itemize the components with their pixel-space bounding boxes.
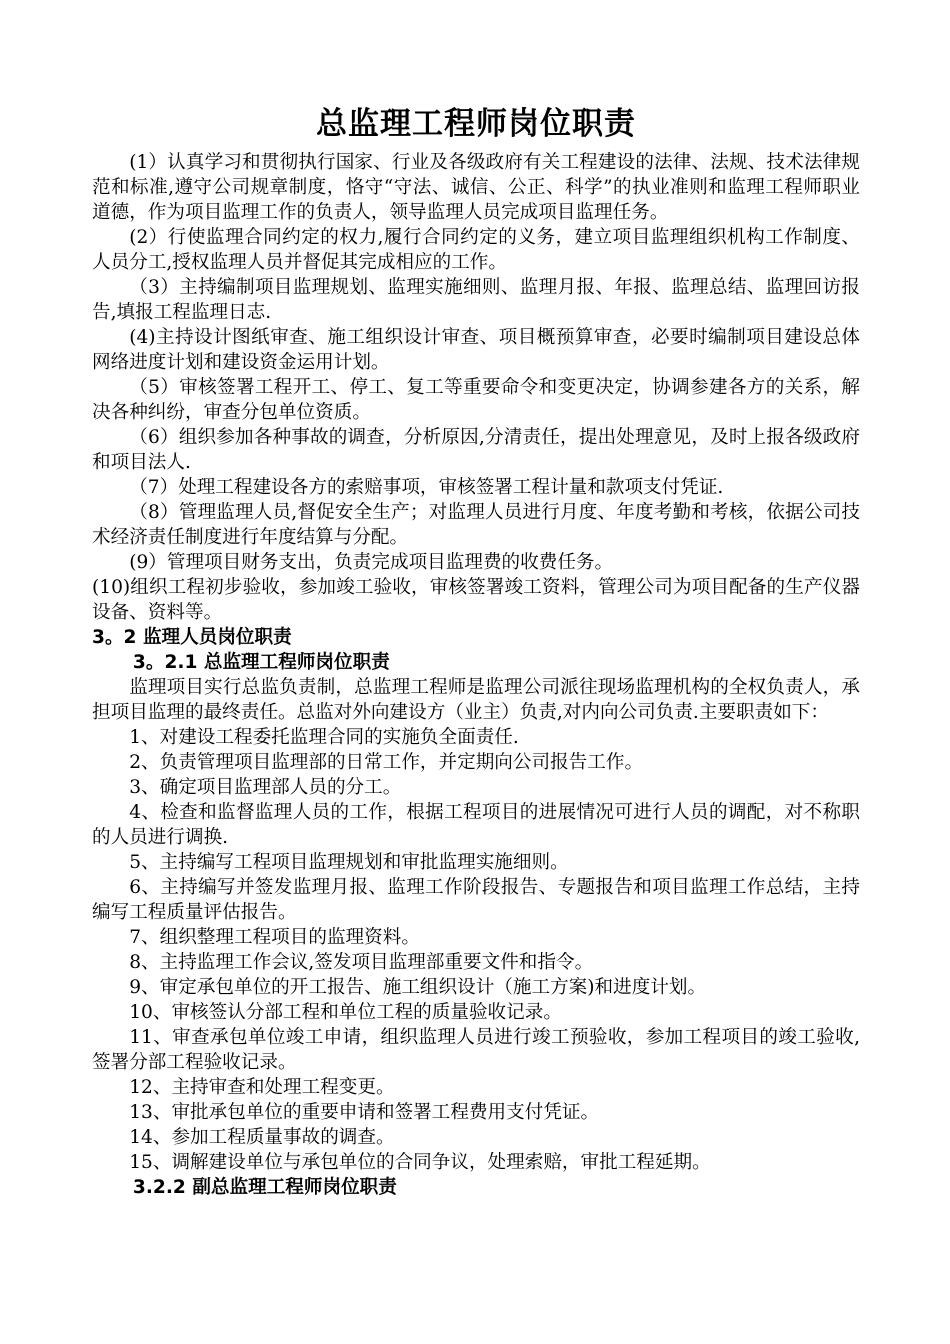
list-item: 1、对建设工程委托监理合同的实施负全面责任. [129, 727, 519, 748]
document-page [92, 102, 860, 1200]
list-item: 3、确定项目监理部人员的分工。 [129, 777, 402, 798]
duty-paragraph-7: （7）处理工程建设各方的索赔事项，审核签署工程计量和款项支付凭证. [129, 477, 724, 498]
list-item: 14、参加工程质量事故的调查。 [129, 1127, 395, 1148]
duty-paragraph-6: （6）组织参加各种事故的调查，分析原因,分清责任，提出处理意见，及时上报各级政府和项目法人. [92, 427, 860, 473]
list-item: 7、组织整理工程项目的监理资料。 [129, 927, 420, 948]
sub-heading-deputy-engineer: 3.2.2 副总监理工程师岗位职责 [132, 1177, 397, 1198]
duty-paragraph-1: (1）认真学习和贯彻执行国家、行业及各级政府有关工程建设的法律、法规、技术法律规范和标准,遵守公司规章制度，恪守“守法、诚信、公正、科学”的执业准则和监理工程师职业道德，作为项目监理工作的负责人，领导监理人员完成项目监理任务。 [92, 152, 860, 223]
duty-paragraph-3: （3）主持编制项目监理规划、监理实施细则、监理月报、年报、监理总结、监理回访报告,填报工程监理日志. [92, 277, 860, 323]
list-item: 6、主持编写并签发监理月报、监理工作阶段报告、专题报告和项目监理工作总结，主持编写工程质量评估报告。 [92, 877, 860, 923]
list-item: 13、审批承包单位的重要申请和签署工程费用支付凭证。 [129, 1102, 600, 1123]
list-item: 11、审查承包单位竣工申请，组织监理人员进行竣工预验收，参加工程项目的竣工验收,签署分部工程验收记录。 [92, 1027, 860, 1073]
duty-paragraph-2: (2）行使监理合同约定的权力,履行合同约定的义务，建立项目监理组织机构工作制度、人员分工,授权监理人员并督促其完成相应的工作。 [92, 227, 860, 273]
duty-paragraph-9: (9）管理项目财务支出，负责完成项目监理费的收费任务。 [129, 552, 614, 573]
section-heading: 3。2 监理人员岗位职责 [92, 627, 292, 648]
list-item: 12、主持审查和处理工程变更。 [129, 1077, 395, 1098]
list-item: 9、审定承包单位的开工报告、施工组织设计（施工方案)和进度计划。 [129, 977, 707, 998]
duty-paragraph-10: (10)组织工程初步验收，参加竣工验收，审核签署竣工资料，管理公司为项目配备的生产仪器设备、资料等。 [92, 577, 860, 623]
duty-paragraph-5: （5）审核签署工程开工、停工、复工等重要命令和变更决定，协调参建各方的关系，解决各种纠纷，审查分包单位资质。 [92, 377, 860, 423]
document-title: 总监理工程师岗位职责 [316, 106, 636, 142]
list-item: 4、检查和监督监理人员的工作，根据工程项目的进展情况可进行人员的调配，对不称职的人员进行调换. [92, 802, 860, 848]
list-item: 2、负责管理项目监理部的日常工作，并定期向公司报告工作。 [129, 752, 644, 773]
list-item: 10、审核签认分部工程和单位工程的质量验收记录。 [129, 1002, 562, 1023]
list-item: 15、调解建设单位与承包单位的合同争议，处理索赔，审批工程延期。 [129, 1152, 711, 1173]
duty-paragraph-4: (4)主持设计图纸审查、施工组织设计审查、项目概预算审查，必要时编制项目建设总体网络进度计划和建设资金运用计划。 [92, 327, 860, 373]
duty-paragraph-8: （8）管理监理人员,督促安全生产；对监理人员进行月度、年度考勤和考核，依据公司技术经济责任制度进行年度结算与分配。 [92, 502, 860, 548]
intro-paragraph: 监理项目实行总监负责制，总监理工程师是监理公司派往现场监理机构的全权负责人，承担项目监理的最终责任。总监对外向建设方（业主）负责,对内向公司负责.主要职责如下： [92, 677, 860, 723]
sub-heading-chief-engineer: 3。2.1 总监理工程师岗位职责 [132, 652, 390, 673]
list-item: 5、主持编写工程项目监理规划和审批监理实施细则。 [129, 852, 569, 873]
list-item: 8、主持监理工作会议,签发项目监理部重要文件和指令。 [129, 952, 594, 973]
